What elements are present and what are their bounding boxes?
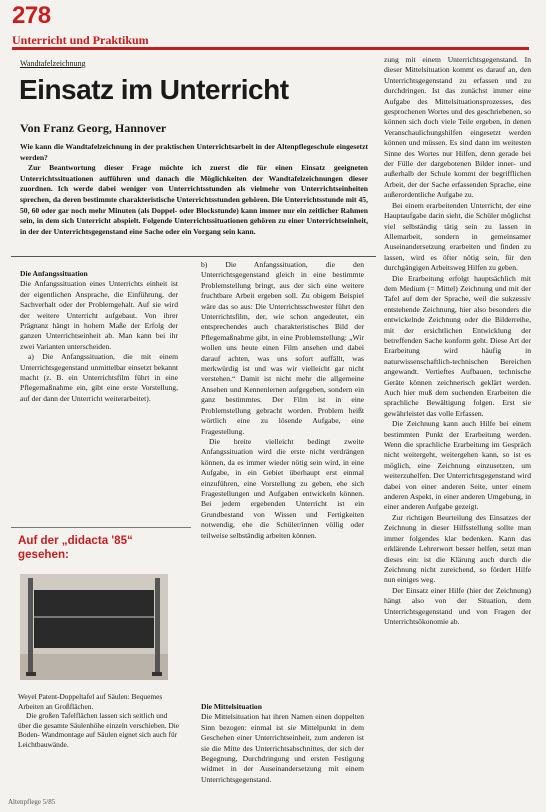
paragraph: Die Mittelsituation hat ihren Namen einen doppelten Sinn bezogen: einmal ist sie Mittelpunkt in dem Geschehen einer Unterrichtseinheit, zum anderen ist sie die Mitte des Unterrichtsabschnittes, der sich der Begegnung, Durchdringung und ersten Festigung widmet in der Auseinandersetzung mit einem Unterrichtsgegenstand.: [201, 712, 364, 784]
page-footer: Altenpflege 5/85: [8, 798, 56, 806]
article-kicker: Wandtafelzeichnung: [20, 59, 86, 68]
paragraph: Bei einem erarbeitenden Unterricht, der eine Hauptaufgabe darin sieht, die Schüler möglichst viel selbständig tätig sein zu lassen in Allemarbeit, sondern in gemeinsamer Auseinandersetzung erarbeiten und finden zu lassen, wird es öfter nötig sein, für den durchgängigen Arbeitsweg Hilfen zu geben.: [384, 200, 531, 273]
paragraph: a) Die Anfangssituation, die mit einem Unterrichtsgegenstand unmittelbar einsetzt bekannt macht (z. B. ein Unterrichtsfilm führt in eine Pflegemaßnahme ein, gibt eine erste Vorstellung, auf der dann der Unterricht weiterarbeitet).: [20, 352, 178, 403]
paragraph: Die breite vielleicht bedingt zweite Anfangssituation wird die erste nicht verdrängen können, da es immer wieder nötig sein wird, in eine Aufgabe, in ein Gebiet überhaupt erst einmal einzuführen, eine Vorstellung zu geben, ehe sich Fragestellungen und Aufgaben entwickeln können. Bei jedem ergebenden Unterricht ist ein Grundbestand von Wissen und Fertigkeiten notwendig, ehe die Schüler/innen völlig oder teilweise selbständig arbeiten können.: [201, 436, 364, 540]
text-column-2: [201, 260, 364, 541]
caption-line: Die großen Tafelflächen lassen sich seitlich und über die gesamte Säulenhöhe einzeln verschieben. Die Boden- Wandmontage auf Säulen eignet sich auch für Leichtbauwände.: [18, 711, 180, 749]
double-board-photo: [20, 574, 168, 680]
text-column-3: [384, 55, 531, 627]
box-divider: [11, 527, 191, 528]
text-column-1: [20, 269, 178, 518]
article-title: Einsatz im Unterricht: [19, 74, 289, 105]
lead-divider: [11, 256, 376, 257]
paragraph: Zur richtigen Beurteilung des Einsatzes der Zeichnung in dieser Hilfsstellung sollte man immer folgendes klar bedenken. Kann das erklärende Lehrerwort besser helfen, setzt man dieses ein: ist die Klärung auch durch die Zeichnung nicht zureichend, so fördert Hilfe nun einiges weg.: [384, 512, 531, 585]
article-lead: [20, 142, 368, 237]
paragraph: zung mit einem Unterrichtsgegenstand. In dieser Mittelsituation kommt es darauf an, den Unterrichtsgegenstand zu erfassen und zu durchdringen. Ist das zunächst immer eine Aufgabe des Mittelsituationsprozesses, des gesprochenen Wortes und des geschriebenen, so können sich doch viele Teile ergeben, in denen Veranschaulichungshilfen eingesetzt werden können und müssen. Es sind dann im weitesten Sinne des Wortes nur Hilfen, denn gerade bei der Fülle der dargebotenen Bilder inner- und außerhalb der Schule kommt der begrifflichen Arbeit, der der Sache erfassenden Sprache, eine außerordentliche Aufgabe zu.: [384, 55, 531, 200]
didacta-box: [18, 534, 180, 754]
paragraph: Die Erarbeitung erfolgt hauptsächlich mit dem Medium (= Mittel) Zeichnung und mit der Tafel auf dem der Sprache, weil die sukzessiv entstehende Zeichnung, hier also besonders die entwickelnde Zeichnung oder die Bilderreihe, mit der ersichtlichen Entwicklung der betreffenden Sache konform geht. Diese Art der Erarbeitung wird häufig in naturwissenschaftlich-technischen Bereichen angewandt. Vertieftes Aufbauen, technische Geräte können zeichnerisch geklärt werden. Auch hier muß dem suchenden Erarbeiten die sprachliche Bewältigung folgen. Erst sie gewährleistet das volle Erfassen.: [384, 273, 531, 418]
lead-paragraph: Zur Beantwortung dieser Frage möchte ich zuerst die für einen Einsatz geeigneten Unterrichtssituationen aufführen und danach die Möglichkeiten der Wandtafelzeichnungen dieser zuordnen. Ich werde dabei weniger von Unterrichtsstunden als vielmehr von Unterrichtseinheiten sprechen, da deren bestimmte charakteristische Unterrichtsstunden gehören. Die Unterrichtsstunde mit 45, 50, 60 oder gar noch mehr Minuten (als Doppel- oder Blockstunde) kann immer nur ein zeitlicher Rahmen sein, in dem sich Unterricht abspielt. Folgende Unterrichtssituationen gehören zu einer Unterrichtseinheit, in der der Unterrichtsgegenstand eine Sache oder ein Vorgang sein kann.: [20, 163, 368, 236]
text-column-2-lower: [201, 702, 364, 785]
paragraph: Die Zeichnung kann auch Hilfe bei einem bestimmten Punkt der Erarbeitung werden. Wenn die sprachliche Erarbeitung im Gespräch nicht weitergeht, weitergehen kann, so ist es möglich, eine Zeichnung einzusetzen, um weiterzuhelfen. Der Unterrichtsgegenstand wird dabei von einer anderen Seite, unter einem anderen Aspekt, in einer anderen Umgebung, in einer anderen Aufgabe gezeigt.: [384, 419, 531, 512]
lead-question: Wie kann die Wandtafelzeichnung in der praktischen Unterrichtsarbeit in der Altenpflegeschule eingesetzt werden?: [20, 142, 368, 162]
paragraph: b) Die Anfangssituation, die den Unterrichtsgegenstand gleich in eine bestimmte Problemstellung bringt, aus der sich eine weitere fruchtbare Arbeit ergeben soll. Zu obigem Beispiel wäre das so aus: Die Unterrichtsschwester führt den Unterrichtsfilm, der, wie schon angedeutet, ein entsprechendes auch charakteristisches Bild der Pflegemaßnahme gibt, in eine Problemstellung: „Wir wollen uns heute einen Film ansehen und dabei darauf achten, was uns sofort auffällt, was merkwürdig ist und was wir vielleicht gar nicht verstehen.“ Damit ist nicht mehr die allgemeine Ansehen und Kennenlernen aufgegeben, sondern ein ganz bestimmtes. Der Film ist in eine Problemstellung gebracht worden. Problem heißt wörtlich eine zu lösende Aufgabe, eine Fragestellung.: [201, 260, 364, 436]
box-title: Auf der „didacta '85“ gesehen:: [18, 534, 133, 561]
section-header: Unterricht und Praktikum: [12, 34, 529, 50]
article-author: Von Franz Georg, Hannover: [20, 121, 167, 135]
paragraph: Die Anfangssituation eines Unterrichts einheit ist der eigentlichen Ansprache, die Einführung, der Sachverhalt oder der Problemgehalt. Auf sie wird der weitere Unterricht aufgebaut. Von ihrer Prägnanz hängt in hohem Maße der Erfolg der ganzen Unterrichtseinheit ab. Man kann bei ihr zwei Varianten unterscheiden.: [20, 279, 178, 351]
subheading-mittelsituation: Die Mittelsituation: [201, 702, 262, 711]
box-caption: [18, 692, 180, 750]
page-number: 278: [12, 2, 51, 29]
paragraph: Der Einsatz einer Hilfe (hier der Zeichnung) hängt also von der Situation, dem Unterrichtsgegenstand und von Fragen der Unterrichtsökonomie ab.: [384, 585, 531, 626]
subheading-anfangssituation: Die Anfangssituation: [20, 269, 88, 278]
caption-line: Weyel Patent-Doppeltafel auf Säulen: Bequemes Arbeiten an Großflächen.: [18, 692, 163, 711]
